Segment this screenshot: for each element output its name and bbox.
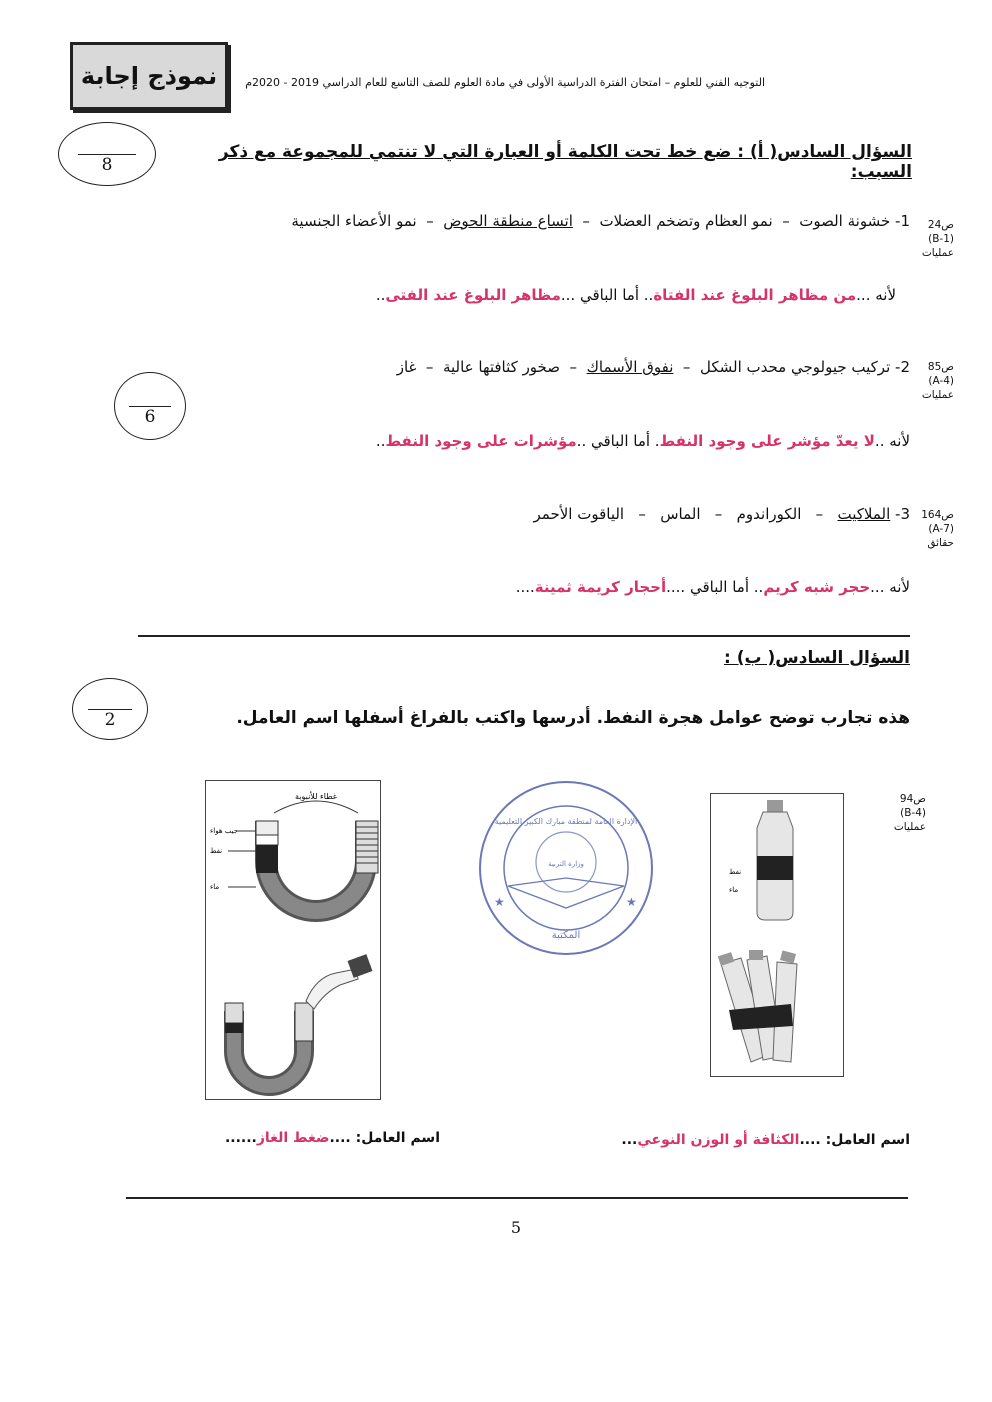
stamp-text-top: الإدارة العامة لمنطقة مبارك الكبير التعليمية	[494, 817, 638, 826]
stamp-graphic	[476, 778, 656, 958]
u-tube-illustration	[206, 781, 380, 1099]
item2-ref: ص85 (A-4) عمليات	[921, 361, 954, 401]
q6b-prompt: هذه تجارب توضح عوامل هجرة النفط. أدرسها واكتب بالفراغ أسفلها اسم العامل.	[236, 708, 910, 728]
score-circle-q6a	[58, 122, 156, 186]
page-number: 5	[510, 1218, 522, 1237]
item1-options: 1- خشونة الصوت – نمو العظام وتضخم العضلات – اتساع منطقة الحوض – نمو الأعضاء الجنسية	[291, 212, 910, 230]
score-item2: 6	[144, 407, 156, 428]
svg-text:★: ★	[626, 895, 637, 909]
item1-underlined-option: اتساع منطقة الحوض	[443, 212, 573, 230]
figure-u-tube-experiment	[205, 780, 381, 1100]
exam-header-line: التوجيه الفني للعلوم – امتحان الفترة الدراسية الأولى في مادة العلوم للصف التاسع للعام الدراسي 2019 - 2020م	[245, 76, 765, 89]
fig-label-water: ماء	[210, 883, 220, 891]
fig-label-bottle-oil: نفط	[729, 868, 742, 876]
fig-label-bottle-water: ماء	[729, 886, 739, 894]
item3-answer: لأنه ...حجر شبه كريم.. أما الباقي ....أحجار كريمة ثمينة....	[515, 578, 910, 596]
section-divider	[138, 635, 910, 637]
fig-label-oil: نفط	[210, 847, 223, 855]
score-circle-item2	[114, 372, 186, 440]
stamp-text-bottom: المكتبة	[551, 930, 581, 941]
q6b-ref: ص94 (B-4) عمليات	[893, 793, 926, 833]
official-stamp	[476, 778, 656, 958]
stamp-text-center: وزارة التربية	[548, 860, 584, 868]
answer-model-label: نموذج إجابة	[80, 62, 218, 90]
fig-label-cover: غطاء للأنبوبة	[295, 792, 337, 801]
q6a-title: السؤال السادس( أ) : ضع خط تحت الكلمة أو العبارة التي لا تنتمي للمجموعة مع ذكر السبب:	[218, 142, 912, 182]
item3-ref: ص164 (A-7) حقائق	[921, 509, 954, 549]
item3-options: 3- الملاكيت – الكوراندوم – الماس – الياقوت الأحمر	[533, 505, 910, 523]
item2-answer: لأنه ..لا يعدّ مؤشر على وجود النفط. أما الباقي ..مؤشرات على وجود النفط..	[375, 432, 910, 450]
bottle-illustration	[711, 794, 843, 1076]
item1-ref: ص24 (B-1) عمليات	[921, 219, 954, 259]
score-q6a: 8	[101, 155, 113, 176]
item1-answer: لأنه ...من مظاهر البلوغ عند الفتاة.. أما الباقي ...مظاهر البلوغ عند الفتى..	[375, 286, 896, 304]
svg-text:★: ★	[494, 895, 505, 909]
score-q6b: 2	[104, 710, 116, 731]
item3-underlined-option: الملاكيت	[837, 505, 891, 523]
figure-bottle-experiment	[710, 793, 844, 1077]
score-circle-q6b	[72, 678, 148, 740]
footer-divider	[126, 1197, 908, 1199]
answer-model-box	[70, 42, 228, 110]
q6b-title: السؤال السادس( ب) :	[724, 648, 910, 668]
item2-underlined-option: نفوق الأسماك	[586, 358, 674, 376]
factor-answer-1: اسم العامل: ....الكثافة أو الوزن النوعي...	[621, 1132, 910, 1148]
item2-options: 2- تركيب جيولوجي محدب الشكل – نفوق الأسماك – صخور كثافتها عالية – غاز	[396, 358, 910, 376]
factor-answer-2: اسم العامل: ....ضغط الغاز......	[224, 1130, 440, 1146]
fig-label-air: جيب هواء	[210, 827, 239, 835]
